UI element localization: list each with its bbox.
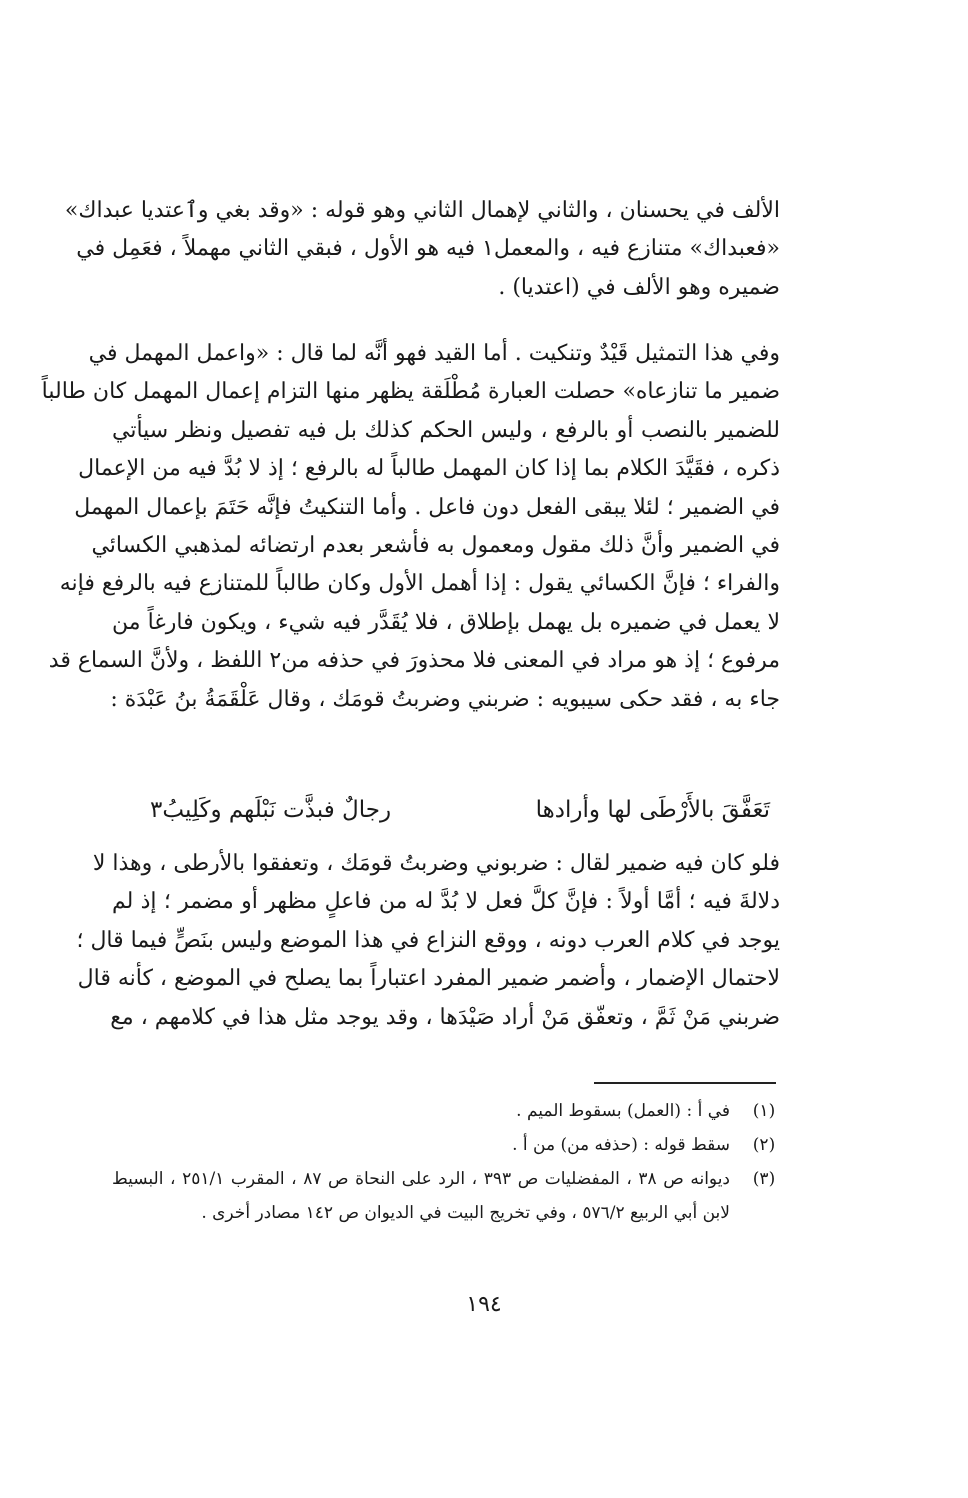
footnote-number: (٣) <box>752 1169 776 1189</box>
footnote-divider <box>594 1082 776 1084</box>
verse-first-hemistich: تَعَفَّقَ بالأَرْطَى لها وأرادها <box>535 797 770 823</box>
text-line: يوجد في كلام العرب دونه ، ووقع النزاع في هذا الموضع وليس بنَصٍّ فيما قال ؛ <box>76 927 780 953</box>
text-line: للضمير بالنصب أو بالرفع ، وليس الحكم كذلك بل فيه تفصيل ونظر سيأتي <box>112 417 780 443</box>
footnote-text: سقط قوله : (حذفه من) من أ . <box>512 1135 730 1155</box>
text-line: لا يعمل في ضميره بل يهمل بإطلاق ، فلا يُقَدَّر فيه شيء ، ويكون فارغاً من <box>112 609 780 635</box>
paragraph-2 <box>41 335 780 719</box>
footnote <box>112 1128 780 1162</box>
text-line: ضربني مَنْ ثَمَّ ، وتعفّق مَنْ أراد صَيْدَها ، وقد يوجد مثل هذا في كلامهم ، مع <box>110 1004 780 1030</box>
footnote-number: (١) <box>752 1101 776 1121</box>
footnote-text: ديوانه ص ٣٨ ، المفضليات ص ٣٩٣ ، الرد على النحاة ص ٨٧ ، المقرب ٢٥١/١ ، البسيط <box>112 1169 731 1189</box>
verse-second-hemistich: رجالٌ فبذَّت نَبْلَهم وكَلِيبُ٣ <box>150 797 392 823</box>
text-line: لاحتمال الإضمار ، وأضمر ضمير المفرد اعتباراً بما يصلح في الموضع ، كأنه قال <box>77 966 780 992</box>
paragraph-1 <box>64 192 780 307</box>
text-line: مرفوع ؛ إذ هو مراد في المعنى فلا محذورَ في حذفه من٢ اللفظ ، ولأنَّ السماع قد <box>48 648 780 674</box>
text-line: في الضمير وأنَّ ذلك مقول ومعمول به فأشعر بعدم ارتضائه لمذهبي الكسائي <box>91 532 780 558</box>
text-line: وفي هذا التمثيل قَيْدٌ وتنكيت . أما القيد فهو أنَّه لما قال : «واعمل المهمل في <box>88 341 780 366</box>
text-line: جاء به ، فقد حكى سيبويه : ضربني وضربتُ قومَك ، وقال عَلْقَمَةُ بنُ عَبْدَة : <box>110 686 780 712</box>
footnotes <box>112 1094 780 1230</box>
text-line: ضمير ما تنازعاه» حصلت العبارة مُطْلَقة يظهر منها التزام إعمال المهمل كان طالباً <box>41 379 780 405</box>
text-line: دلالةَ فيه ؛ أمَّا أولاً : فإنَّ كلَّ فعل لا بُدَّ له من فاعلٍ مظهر أو مضمر ؛ إذ لم <box>112 889 780 915</box>
text-line: الألف في يحسنان ، والثاني لإهمال الثاني وهو قوله : «وقد بغي وٱعتديا عبداك» <box>64 198 780 223</box>
poetry-verse <box>150 785 770 835</box>
text-line: والفراء ؛ فإنَّ الكسائي يقول : إذا أهمل الأول وكان طالباً للمتنازع فيه بالرفع فإنه <box>59 571 780 597</box>
page-number: ١٩٤ <box>466 1292 502 1317</box>
footnote-text: لابن أبي الربيع ٥٧٦/٢ ، وفي تخريج البيت في الديوان ص ١٤٢ مصادر أخرى . <box>201 1203 730 1223</box>
footnote <box>112 1162 780 1230</box>
text-line: ضميره وهو الألف في (اعتديا) . <box>498 274 780 300</box>
paragraph-3 <box>76 845 780 1037</box>
footnote-number: (٢) <box>752 1135 776 1155</box>
footnote <box>112 1094 780 1128</box>
text-line: فلو كان فيه ضمير لقال : ضربوني وضربتُ قومَك ، وتعفقوا بالأرطى ، وهذا لا <box>92 851 780 876</box>
text-line: ذكره ، فقَيَّدَ الكلام بما إذا كان المهمل طالباً له بالرفع ؛ إذ لا بُدَّ فيه من الإعمال <box>78 456 780 482</box>
text-line: «فعبداك» متنازع فيه ، والمعمل١ فيه هو الأول ، فبقي الثاني مهملاً ، فعَمِل في <box>76 236 780 262</box>
text-line: في الضمير ؛ لئلا يبقى الفعل دون فاعل . وأما التنكيتُ فإنَّه حَتَمَ بإعمال المهمل <box>74 494 780 520</box>
footnote-text: في أ : (العمل) بسقوط الميم . <box>516 1101 730 1121</box>
